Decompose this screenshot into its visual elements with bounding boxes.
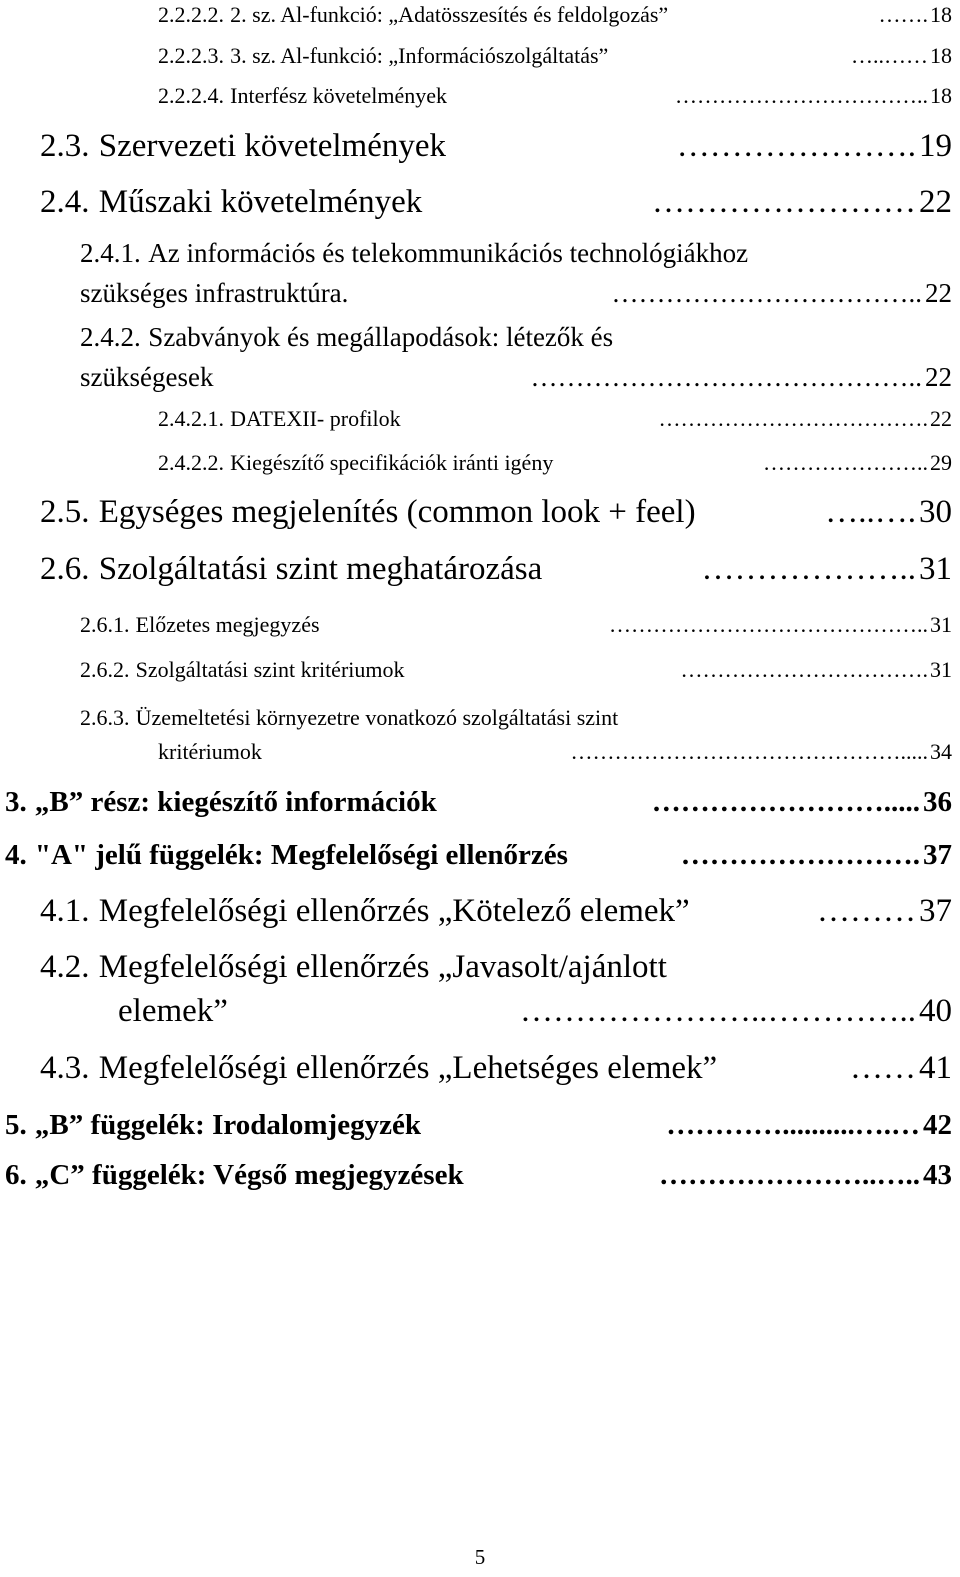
toc-leader: ……………………………. xyxy=(680,657,928,682)
toc-entry-4-2[interactable] xyxy=(40,949,952,1041)
toc-title-continuation: szükséges infrastruktúra. xyxy=(80,278,349,308)
toc-number: 2.2.2.4. xyxy=(158,83,224,108)
toc-leader: …..…… xyxy=(851,43,928,68)
toc-leader: …………..........….… xyxy=(666,1109,920,1141)
toc-title: DATEXII- profilok xyxy=(230,406,401,431)
toc-title: Szolgáltatási szint meghatározása xyxy=(98,551,543,587)
toc-leader: ………………………………………..... xyxy=(570,739,928,764)
toc-page: 31 xyxy=(930,657,952,682)
toc-leader: …………………. xyxy=(676,128,916,164)
toc-leader: ……… xyxy=(817,893,916,929)
toc-leader: ………………………………. xyxy=(658,406,928,431)
toc-number: 4.2. xyxy=(40,949,90,985)
toc-title: 2. sz. Al-funkció: „Adatösszesítés és feldolgozás” xyxy=(230,2,669,27)
toc-title: 3. sz. Al-funkció: „Információszolgáltatás” xyxy=(230,43,609,68)
toc-entry-2-4[interactable] xyxy=(40,184,952,222)
toc-entry-4[interactable] xyxy=(5,839,952,872)
toc-entry-2-4-1[interactable] xyxy=(80,238,952,312)
toc-entry-2-5[interactable] xyxy=(40,494,952,532)
toc-entry-2-2-2-4[interactable] xyxy=(158,83,952,108)
toc-leader: …………………..………….. xyxy=(520,993,916,1029)
toc-number: 6. xyxy=(5,1159,27,1191)
toc-entry-2-4-2-1[interactable] xyxy=(158,406,952,431)
toc-title: „C” függelék: Végső megjegyzések xyxy=(34,1159,464,1191)
toc-number: 5. xyxy=(5,1109,27,1141)
toc-entry-2-2-2-3[interactable] xyxy=(158,43,952,68)
toc-page: 36 xyxy=(923,786,952,818)
toc-number: 2.4.2. xyxy=(80,322,141,352)
toc-entry-4-3[interactable] xyxy=(40,1050,952,1088)
toc-entry-3[interactable] xyxy=(5,786,952,819)
toc-number: 2.4. xyxy=(40,184,90,220)
toc-page: 37 xyxy=(923,839,952,871)
toc-title: Szervezeti követelmények xyxy=(98,128,446,164)
toc-page: 22 xyxy=(930,406,952,431)
toc-page: 22 xyxy=(919,184,952,220)
toc-page: 22 xyxy=(925,362,952,392)
toc-leader: …………………………………….. xyxy=(609,612,928,637)
toc-title: Megfelelőségi ellenőrzés „Javasolt/ajánlott xyxy=(98,949,667,985)
toc-page: 40 xyxy=(919,993,952,1029)
toc-entry-2-3[interactable] xyxy=(40,128,952,166)
toc-entry-2-4-2-2[interactable] xyxy=(158,450,952,475)
toc-number: 3. xyxy=(5,786,27,818)
toc-page: 18 xyxy=(930,43,952,68)
toc-title: Szolgáltatási szint kritériumok xyxy=(135,657,405,682)
toc-title: „B” rész: kiegészítő információk xyxy=(34,786,437,818)
toc-title-continuation: elemek” xyxy=(118,993,228,1029)
toc-entry-2-6-2[interactable] xyxy=(80,657,952,682)
toc-page: 41 xyxy=(919,1050,952,1086)
toc-number: 2.4.2.2. xyxy=(158,450,224,475)
toc-title: Szabványok és megállapodások: létezők és xyxy=(148,322,614,352)
toc-leader: …..…. xyxy=(825,494,916,530)
toc-entry-2-6-3[interactable] xyxy=(80,705,952,769)
toc-leader: …………………… xyxy=(652,184,916,220)
toc-page: 34 xyxy=(930,739,952,764)
toc-title: Kiegészítő specifikációk iránti igény xyxy=(230,450,554,475)
toc-title: Interfész követelmények xyxy=(230,83,447,108)
toc-page: 43 xyxy=(923,1159,952,1191)
toc-title: „B” függelék: Irodalomjegyzék xyxy=(34,1109,421,1141)
toc-title: Műszaki követelmények xyxy=(98,184,423,220)
toc-number: 2.2.2.3. xyxy=(158,43,224,68)
toc-entry-2-6-1[interactable] xyxy=(80,612,952,637)
toc-title: Az információs és telekommunikációs technológiákhoz xyxy=(148,238,749,268)
toc-page: 37 xyxy=(919,893,952,929)
toc-number: 2.3. xyxy=(40,128,90,164)
toc-title-continuation: szükségesek xyxy=(80,362,214,392)
toc-title: Megfelelőségi ellenőrzés „Lehetséges elemek” xyxy=(98,1050,718,1086)
toc-entry-5[interactable] xyxy=(5,1109,952,1142)
toc-page: 18 xyxy=(930,2,952,27)
toc-page: 18 xyxy=(930,83,952,108)
toc-page: 29 xyxy=(930,450,952,475)
toc-number: 4.3. xyxy=(40,1050,90,1086)
toc-number: 4.1. xyxy=(40,893,90,929)
toc-leader: …………………………………….. xyxy=(530,362,922,392)
toc-title: Üzemeltetési környezetre vonatkozó szolgáltatási szint xyxy=(135,705,619,730)
toc-title: Egységes megjelenítés (common look + feel) xyxy=(98,494,696,530)
toc-page: 19 xyxy=(919,128,952,164)
toc-title: "A" jelű függelék: Megfelelőségi ellenőrzés xyxy=(34,839,568,871)
toc-page: 22 xyxy=(925,278,952,308)
toc-entry-2-4-2[interactable] xyxy=(80,322,952,396)
toc-page: 30 xyxy=(919,494,952,530)
toc-entry-2-6[interactable] xyxy=(40,551,952,589)
toc-leader: …… xyxy=(850,1050,916,1086)
toc-page: 31 xyxy=(919,551,952,587)
toc-number: 2.4.1. xyxy=(80,238,141,268)
toc-leader: …………………………….. xyxy=(611,278,922,308)
toc-number: 4. xyxy=(5,839,27,871)
toc-leader: ………………….. xyxy=(763,450,928,475)
toc-number: 2.6.3. xyxy=(80,705,130,730)
toc-leader: ……………………. xyxy=(680,839,920,871)
toc-title: Megfelelőségi ellenőrzés „Kötelező elemek” xyxy=(98,893,690,929)
toc-number: 2.6.1. xyxy=(80,612,130,637)
toc-entry-6[interactable] xyxy=(5,1159,952,1192)
toc-number: 2.2.2.2. xyxy=(158,2,224,27)
toc-number: 2.4.2.1. xyxy=(158,406,224,431)
toc-leader: …………………………….. xyxy=(675,83,928,108)
toc-leader: ……. xyxy=(878,2,928,27)
toc-page: 42 xyxy=(923,1109,952,1141)
toc-leader: ……………………..... xyxy=(651,786,920,818)
toc-number: 2.5. xyxy=(40,494,90,530)
toc-leader: …………………..….. xyxy=(659,1159,920,1191)
toc-leader: ……………….. xyxy=(701,551,916,587)
toc-title: Előzetes megjegyzés xyxy=(135,612,320,637)
toc-entry-4-1[interactable] xyxy=(40,893,952,931)
toc-number: 2.6. xyxy=(40,551,90,587)
page-number: 5 xyxy=(474,1545,486,1569)
toc-page: 31 xyxy=(930,612,952,637)
toc-number: 2.6.2. xyxy=(80,657,130,682)
toc-entry-2-2-2-2[interactable] xyxy=(158,2,952,27)
toc-title-continuation: kritériumok xyxy=(158,739,262,764)
